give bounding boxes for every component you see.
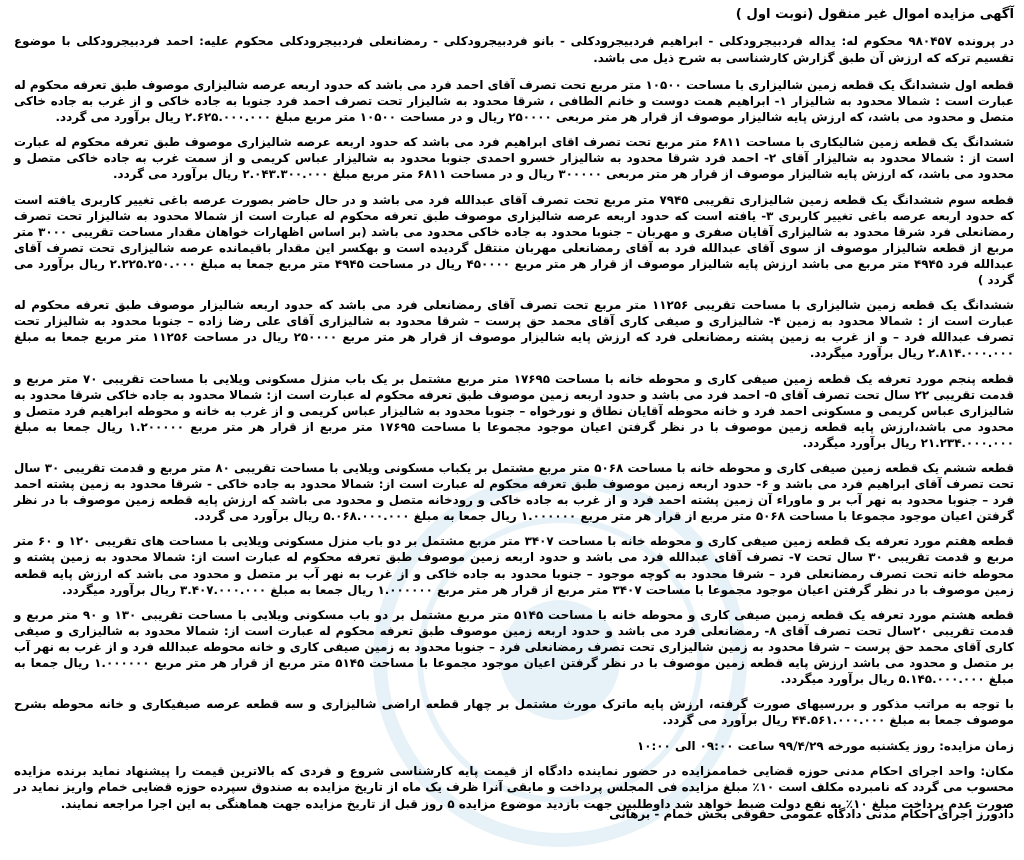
- lot-paragraph-8: قطعه هشتم مورد تعرفه یک قطعه زمین صیفی کاری و محوطه خانه با مساحت ۵۱۴۵ متر مربع مشتمل بر دو باب مسکونی ویلایی با مساحت تقریبی ۱۳۰ و ۹۰ متر مربع و قدمت تقریبی ۲۰سال تحت تصرف آقای ۸- رمضانعلی فرد می باشد و حدود اربعه زمین موصوف طبق تعرفه محکوم له عبارت است از: شمالا محدود به شالیزاری و صیفی کاری آقای محمد حق پرست – شرقا محدود به زمین شالیزاری تحت تصرف رمضانعلی فرد – جنوبا محدود به زمین صیفی کاری و خانه محوطه عبدالله فرد و از غرب به نهر آب بر متصل و محدود می باشد ارزش پایه قطعه زمین موصوف با در نظر گرفتن اعیان موجود مجموعا با مساحت ۵۱۴۵ متر مربع از قرار هر متر مربع ۱.۰۰۰۰۰۰ ریال جمعا به مبلغ ۵.۱۴۵.۰۰۰.۰۰۰ ریال برآورد میگردد.: [14, 607, 1015, 687]
- signature-line: دادورز اجرای احکام مدنی دادگاه عمومی حقوقی بخش خمام - برهانی: [609, 807, 1014, 821]
- valuation-summary: با توجه به مراتب مذکور و بررسیهای صورت گرفته، ارزش پایه ماترک مورث مشتمل بر چهار قطعه اراضی شالیزاری و سه قطعه عرصه صیفیکاری و خانه محوطه بشرح موصوف جمعا به مبلغ ۴۴.۵۶۱.۰۰۰.۰۰۰ ریال برآورد می گردد.: [14, 697, 1014, 728]
- lot-paragraph-4: ششدانگ یک قطعه زمین شالیزاری با مساحت تقریبی ۱۱۲۵۶ متر مربع تحت تصرف آقای رمضانعلی فرد می باشد که حدود اربعه شالیزار موصوف طبق تعرفه محکوم له عبارت است از : شمالا محدود به زمین ۴- شالیزاری و صیفی کاری آقای محمد حق پرست – شرقا محدود به شالیزاری آقای علی رضا زاده – جنوبا محدود به شالیزار تحت تصرف عبدالله فرد – و از غرب به زمین پشته رمضانعلی فرد که ارزش پایه شالیزار موصوف از قرار هر متر مربع ۲۵۰۰۰۰ ریال در مساحت ۱۱۲۵۶ متر مربع جمعا به مبلغ ۲.۸۱۴.۰۰۰.۰۰۰ ریال برآورد میگردد.: [14, 298, 1014, 361]
- auction-place: مکان: واحد اجرای احکام مدنی حوزه قضایی خماممزایده در حضور نماینده دادگاه از قیمت پایه کارشناسی شروع و فردی که بالاترین قیمت را پیشنهاد نماید برنده مزایده محسوب می گردد که نامبرده مکلف است ۱۰٪ مبلغ مزایده فی المجلس پرداخت و مابقی آنرا ظرف یک ماه از تاریخ مزایده به صندوق سپرده حوزه قضایی خمام واریز نماید در صورت عدم پرداخت مبلغ ۱۰٪ به نفع دولت ضبط خواهد شد داوطلبین جهت بازدید موضوع مزایده ۵ روز قبل از تاریخ مزایده جهت هماهنگی به این اجرا مراجعه نمایند.: [14, 764, 1014, 811]
- lot-paragraph-1: قطعه اول ششدانگ یک قطعه زمین شالیزاری با مساحت ۱۰۵۰۰ متر مربع تحت تصرف آقای احمد فرد می باشد که حدود اربعه عرصه شالیزاری موصوف طبق تعرفه محکوم له عبارت است : شمالا محدود به شالیزار ۱- ابراهیم همت دوست و خانم الطافی ، شرقا محدود به شالیزار تحت تصرف احمد فرد جنوبا به جاده خاکی و از غرب به جاده خاکی متصل و محدود می باشد، که ارزش پایه شالیزار موصوف از قرار هر متر مربعی ۲۵۰۰۰۰ ریال و در مساحت ۱۰۵۰۰ متر مربع مبلغ ۲.۶۲۵.۰۰۰.۰۰۰ ریال برآورد می گردد.: [14, 78, 1015, 125]
- notice-title: آگهی مزایده اموال غیر منقول (نوبت اول ): [735, 7, 1014, 22]
- auction-time: زمان مزایده: روز یکشنبه مورخه ۹۹/۴/۲۹ ساعت ۰۹:۰۰ الی ۱۰:۰۰: [637, 739, 1014, 754]
- lot-paragraph-2: ششدانگ یک قطعه زمین شالیکاری با مساحت ۶۸۱۱ متر مربع تحت تصرف اقای ابراهیم فرد می باشد که حدود اربعه عرصه شالیزاری موصوف طبق تعرفه محکوم له عبارت است از : شمالا محدود به شالیزار آقای ۲- احمد فرد شرقا محدود به شالیزار خسرو احمدی جنوبا محدود به شالیزار عباس کریمی و از سمت غرب به جاده خاکی متصل و محدود می باشد، که ارزش پایه شالیزار موصوف از قرار هر متر مربعی ۳۰۰۰۰۰ ریال و در مساحت ۶۸۱۱ متر مربع مبلغ ۲.۰۴۳.۳۰۰.۰۰۰ ریال برآورد می گردد.: [14, 135, 1015, 182]
- lot-paragraph-6: قطعه ششم یک قطعه زمین صیفی کاری و محوطه خانه با مساحت ۵۰۶۸ متر مربع مشتمل بر یکباب مسکونی ویلایی با مساحت تقریبی ۸۰ متر مربع و قدمت تقریبی ۳۰ سال تحت تصرف آقای ابراهیم فرد می باشد و ۶- حدود اربعه زمین موصوف طبق تعرفه محکوم له عبارت است از: شمالا محدود به جاده خاکی - شرقا محدود به زمین پشته احمد فرد – جنوبا محدود به نهر آب بر و ماوراء آن زمین پشته احمد فرد و از غرب به جاده خاکی و رودخانه متصل و محدود می باشد که ارزش پایه قطعه زمین موصوف با در نظر گرفتن اعیان موجود مجموعا با مساحت ۵۰۶۸ متر مربع از قرار هر متر مربع ۱.۰۰۰۰۰۰ ریال جمعا به مبلغ ۵.۰۶۸.۰۰۰.۰۰۰ ریال برآورد می گردد.: [14, 460, 1015, 524]
- case-intro: در پرونده ۹۸۰۴۵۷ محکوم له: یداله فردبیجرودکلی - ابراهیم فردبیجرودکلی - بانو فردبیجرودکلی - رمضانعلی فردبیجرودکلی محکوم علیه: احمد فردبیجرودکلی با موضوع تقسیم ترکه که ارزش آن طبق گزارش کارشناسی به شرح ذیل می باشد.: [14, 34, 1014, 65]
- lot-paragraph-3: قطعه سوم ششدانگ یک قطعه زمین شالیزاری تقریبی ۷۹۴۵ متر مربع تحت تصرف آقای عبدالله فرد می باشد و در حال حاضر بصورت عرصه باغی تغییر کاربری یافته است که حدود اربعه عرصه باغی تغییر کاربری ۳- یافته است که حدود اربعه عرصه شالیزاری موصوف طبق تعرفه محکوم له عبارت است از شمالا محدود به شالیزار تحت تصرف رمضانعلی فرد شرقا محدود به شالیزاری آقایان صفری و مهربان – جنوبا محدود به جاده خاکی محدود می باشد (بر اساس اظهارات خواهان مقدار مساحت تقریبی ۳۰۰۰ متر مربع از قطعه شالیزار موصوف از سوی آقای عبدالله فرد به آقای رمضانعلی مهربان منتقل گردیده است و بهکسر این مقدار باقیمانده عرصه شالیزاری تحت تصرف آقای عبدالله فرد ۴۹۴۵ متر مربع می باشد ارزش پایه شالیزار موصوف از قرار هر متر مربع ۴۵۰۰۰۰ ریال در مساحت ۴۹۴۵ متر مربع جمعا به مبلغ ۲.۲۲۵.۲۵۰.۰۰۰ ریال برآورد می گردد ): [14, 192, 1015, 288]
- lot-paragraph-7: قطعه هفتم مورد تعرفه یک قطعه زمین صیفی کاری و محوطه خانه با مساحت ۳۴۰۷ متر مربع مشتمل بر دو باب منزل مسکونی ویلایی با مساحت های تقریبی ۱۲۰ و ۶۰ متر مربع و قدمت تقریبی ۳۰ سال تحت ۷- تصرف آقای عبدالله فرد می باشد و حدود اربعه زمین موصوف طبق تعرفه محکوم له عبارت است از: شمالا محدود به زمین پشته و محوطه خانه تحت تصرف رمضانعلی فرد – شرقا محدود به کوچه موجود – جنوبا محدود به جاده خاکی و از غرب به نهر آب بر متصل و محدود می باشد که ارزش پایه قطعه زمین موصوف با در نظر گرفتن اعیان موجود مجموعا با مساحت ۳۴۰۷ متر مربع از قرار هر متر مربع ۱.۰۰۰۰۰۰ ریال جمعا به مبلغ ۳.۴۰۷.۰۰۰.۰۰۰ ریال برآورد میگردد.: [14, 534, 1014, 597]
- lot-paragraph-5: قطعه پنجم مورد تعرفه یک قطعه زمین صیفی کاری و محوطه خانه با مساحت ۱۷۶۹۵ متر مربع مشتمل بر یک باب منزل مسکونی ویلایی با مساحت تقریبی ۷۰ متر مربع و قدمت تقریبی ۲۲ سال تحت تصرف آقای ۵- احمد فرد می باشد و حدود اربعه زمین موصوف طبق تعرفه محکوم له عبارت است از: شمالا محدود به جاده خاکی شرقا محدود به شالیزاری عباس کریمی و مسکونی احمد فرد و خانه محوطه آقایان نطاق و نورخواه – جنوبا محدود به شالیزار عباس کریمی و از غرب به خانه و محوطه ابراهیم فرد متصل و محدود می باشد،ارزش پایه قطعه زمین موصوف با در نظر گرفتن اعیان موجود مجموعا با مساحت ۱۷۶۹۵ متر مربع از قرار هر متر مربع ۱.۲۰۰۰۰۰ ریال جمعا به مبلغ ۲۱.۲۳۴.۰۰۰.۰۰۰ ریال برآورد میگردد.: [14, 371, 1015, 450]
